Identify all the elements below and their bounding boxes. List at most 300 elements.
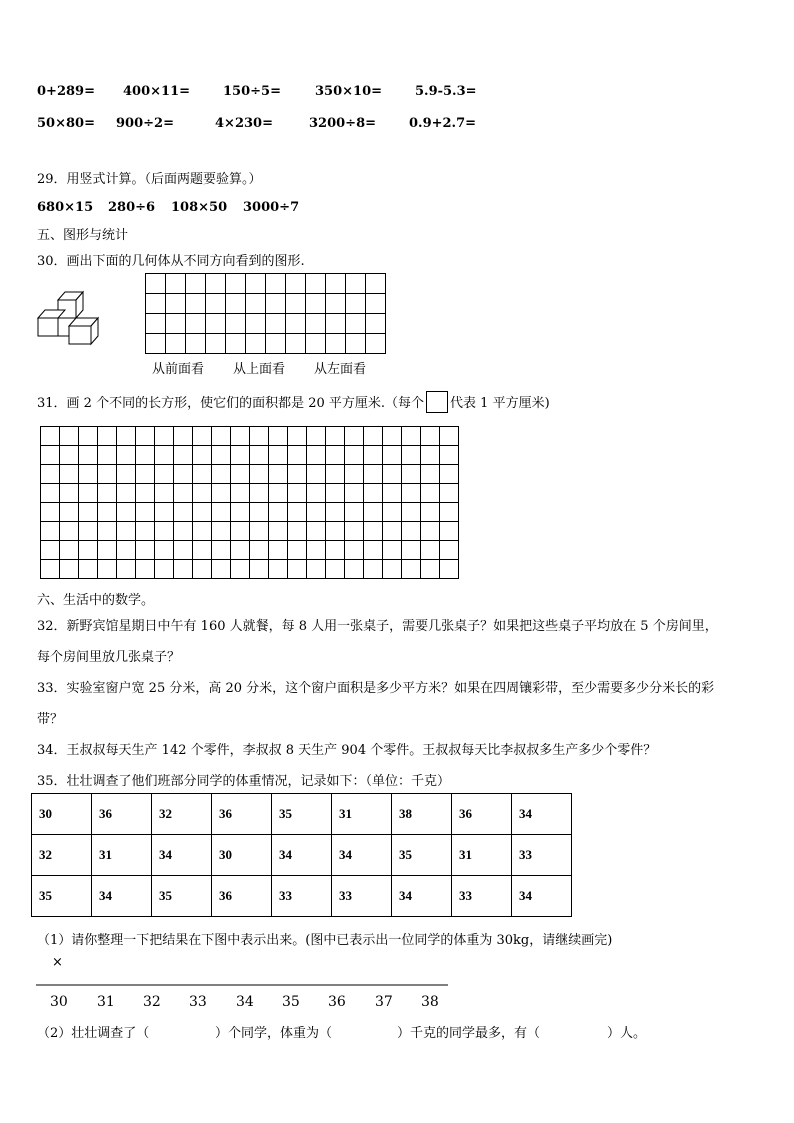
grid-cell[interactable] [346,274,366,294]
grid-cell[interactable] [364,446,383,465]
grid-cell[interactable] [146,274,166,294]
grid-cell[interactable] [136,484,155,503]
grid-cell[interactable] [266,314,286,334]
grid-cell[interactable] [206,334,226,354]
grid-cell[interactable] [345,427,364,446]
grid-cell[interactable] [288,465,307,484]
table-cell: 31 [92,835,152,876]
grid-cell[interactable] [250,465,269,484]
grid-cell[interactable] [421,503,440,522]
grid-cell[interactable] [402,427,421,446]
grid-cell[interactable] [186,294,206,314]
q29-item: 108×50 [171,200,228,215]
grid-cell[interactable] [383,560,402,579]
grid-cell[interactable] [193,503,212,522]
grid-cell[interactable] [193,484,212,503]
grid-cell[interactable] [402,560,421,579]
grid-cell[interactable] [226,274,246,294]
grid-cell[interactable] [60,522,79,541]
grid-cell[interactable] [60,484,79,503]
grid-cell[interactable] [288,446,307,465]
table-cell: 34 [92,876,152,917]
grid-cell[interactable] [288,503,307,522]
grid-row [41,446,459,465]
grid-cell[interactable] [117,560,136,579]
table-cell: 35 [152,876,212,917]
grid-cell[interactable] [79,427,98,446]
grid-cell[interactable] [41,560,60,579]
grid-cell[interactable] [364,503,383,522]
grid-cell[interactable] [231,446,250,465]
table-cell: 30 [32,794,92,835]
grid-cell[interactable] [174,541,193,560]
calc-item: 3200÷8= [309,116,377,131]
grid-cell[interactable] [402,484,421,503]
sub2-part-a: （2）壮壮调查了（ [37,1026,150,1041]
grid-cell[interactable] [383,427,402,446]
grid-cell[interactable] [60,465,79,484]
view-label-left: 从左面看 [314,362,367,377]
grid-cell[interactable] [250,560,269,579]
grid-cell[interactable] [193,541,212,560]
grid-cell[interactable] [155,541,174,560]
grid-cell[interactable] [306,274,326,294]
table-cell: 36 [92,794,152,835]
grid-cell[interactable] [146,334,166,354]
grid-cell[interactable] [326,334,346,354]
grid-cell[interactable] [266,274,286,294]
grid-cell[interactable] [193,465,212,484]
grid-cell[interactable] [307,427,326,446]
q35-sub-1: （1）请你整理一下把结果在下图中表示出来。(图中已表示出一位同学的体重为 30kg，请继续画完) [37,933,613,948]
grid-cell[interactable] [266,334,286,354]
grid-cell[interactable] [346,334,366,354]
q30-title: 30．画出下面的几何体从不同方向看到的图形. [37,254,305,269]
grid-cell[interactable] [79,503,98,522]
grid-cell[interactable] [269,541,288,560]
grid-cell[interactable] [193,446,212,465]
q30-drawing-grid[interactable] [145,273,386,354]
grid-cell[interactable] [79,446,98,465]
table-cell: 34 [272,835,332,876]
grid-cell[interactable] [326,560,345,579]
grid-cell[interactable] [98,484,117,503]
grid-cell[interactable] [346,294,366,314]
table-cell: 35 [32,876,92,917]
grid-row [41,465,459,484]
grid-cell[interactable] [440,541,459,560]
grid-cell[interactable] [174,522,193,541]
calc-item: 400×11= [123,84,191,99]
grid-row [41,484,459,503]
grid-cell[interactable] [212,465,231,484]
grid-cell[interactable] [246,294,266,314]
grid-cell[interactable] [250,522,269,541]
table-cell: 33 [512,835,572,876]
q33-line-1: 33．实验室窗户宽 25 分米，高 20 分米，这个窗户面积是多少平方米？如果在四周镶彩带，至少需要多少分米长的彩 [37,681,715,696]
grid-cell[interactable] [326,314,346,334]
grid-cell[interactable] [269,522,288,541]
grid-cell[interactable] [117,427,136,446]
grid-cell[interactable] [212,560,231,579]
grid-cell[interactable] [136,465,155,484]
calc-item: 350×10= [315,84,383,99]
grid-cell[interactable] [117,503,136,522]
calc-item: 5.9-5.3= [415,84,477,99]
grid-cell[interactable] [326,274,346,294]
grid-cell[interactable] [166,334,186,354]
grid-cell[interactable] [79,484,98,503]
grid-cell[interactable] [117,446,136,465]
grid-cell[interactable] [345,446,364,465]
grid-cell[interactable] [326,465,345,484]
grid-cell[interactable] [146,294,166,314]
q29-title: 29．用竖式计算。（后面两题要验算。） [37,172,262,187]
grid-cell[interactable] [136,541,155,560]
grid-cell[interactable] [288,484,307,503]
q35-title: 35．壮壮调查了他们班部分同学的体重情况，记录如下：（单位：千克） [37,774,451,789]
grid-cell[interactable] [136,446,155,465]
grid-cell[interactable] [98,427,117,446]
grid-cell[interactable] [186,274,206,294]
calc-item: 50×80= [37,116,95,131]
grid-cell[interactable] [306,334,326,354]
grid-cell[interactable] [440,427,459,446]
grid-cell[interactable] [286,274,306,294]
axis-tick-label: 35 [282,994,300,1010]
table-cell: 34 [392,876,452,917]
table-cell: 36 [212,876,272,917]
grid-cell[interactable] [440,503,459,522]
grid-cell[interactable] [288,522,307,541]
grid-cell[interactable] [383,541,402,560]
grid-cell[interactable] [421,541,440,560]
grid-cell[interactable] [383,446,402,465]
table-cell: 33 [272,876,332,917]
grid-cell[interactable] [155,560,174,579]
grid-cell[interactable] [98,560,117,579]
grid-row [146,274,386,294]
grid-cell[interactable] [212,541,231,560]
cross-mark: × [52,955,63,970]
grid-cell[interactable] [345,503,364,522]
grid-cell[interactable] [212,503,231,522]
grid-cell[interactable] [155,446,174,465]
grid-row [146,334,386,354]
grid-cell[interactable] [326,446,345,465]
grid-cell[interactable] [269,446,288,465]
grid-cell[interactable] [366,274,386,294]
grid-cell[interactable] [226,334,246,354]
grid-cell[interactable] [166,274,186,294]
grid-cell[interactable] [246,334,266,354]
view-label-top: 从上面看 [233,362,286,377]
grid-cell[interactable] [421,427,440,446]
grid-cell[interactable] [206,294,226,314]
grid-cell[interactable] [226,314,246,334]
grid-cell[interactable] [98,465,117,484]
table-cell: 36 [452,794,512,835]
grid-cell[interactable] [60,560,79,579]
grid-cell[interactable] [155,427,174,446]
grid-cell[interactable] [269,484,288,503]
grid-cell[interactable] [226,294,246,314]
grid-cell[interactable] [231,484,250,503]
grid-cell[interactable] [421,465,440,484]
grid-cell[interactable] [212,522,231,541]
grid-cell[interactable] [364,484,383,503]
q33-line-2: 带？ [37,712,64,727]
grid-cell[interactable] [231,427,250,446]
grid-row [146,294,386,314]
grid-cell[interactable] [383,484,402,503]
grid-cell[interactable] [79,560,98,579]
calc-item: 0.9+2.7= [409,116,477,131]
grid-cell[interactable] [155,484,174,503]
grid-row [146,314,386,334]
grid-cell[interactable] [231,541,250,560]
table-cell: 35 [392,835,452,876]
grid-cell[interactable] [212,446,231,465]
grid-cell[interactable] [231,522,250,541]
grid-cell[interactable] [383,503,402,522]
q29-item: 3000÷7 [243,200,300,215]
grid-cell[interactable] [250,446,269,465]
grid-cell[interactable] [421,522,440,541]
grid-cell[interactable] [231,503,250,522]
grid-cell[interactable] [286,294,306,314]
table-cell: 30 [212,835,272,876]
sub2-part-b: ）个同学，体重为（ [215,1026,333,1041]
table-cell: 36 [212,794,272,835]
grid-cell[interactable] [266,294,286,314]
grid-cell[interactable] [206,314,226,334]
table-row [32,835,572,876]
grid-cell[interactable] [364,522,383,541]
grid-cell[interactable] [41,446,60,465]
axis-tick-label: 31 [97,994,115,1010]
sub2-part-d: ）人。 [607,1026,647,1041]
q34-text: 34．王叔叔每天生产 142 个零件，李叔叔 8 天生产 904 个零件。王叔叔每天比李叔叔多生产多少个零件？ [37,743,657,758]
grid-cell[interactable] [193,427,212,446]
grid-cell[interactable] [364,560,383,579]
table-cell: 38 [392,794,452,835]
grid-cell[interactable] [174,560,193,579]
grid-cell[interactable] [212,427,231,446]
grid-cell[interactable] [307,484,326,503]
grid-cell[interactable] [307,446,326,465]
grid-cell[interactable] [307,541,326,560]
grid-cell[interactable] [421,560,440,579]
grid-cell[interactable] [250,503,269,522]
grid-cell[interactable] [307,522,326,541]
grid-cell[interactable] [79,541,98,560]
axis-tick-label: 30 [50,994,68,1010]
section-6-heading: 六、生活中的数学。 [37,593,155,608]
q31-drawing-grid[interactable] [40,426,459,579]
calc-item: 900÷2= [116,116,174,131]
grid-cell[interactable] [288,560,307,579]
grid-cell[interactable] [326,484,345,503]
grid-cell[interactable] [345,484,364,503]
axis-tick-label: 34 [236,994,254,1010]
grid-cell[interactable] [345,465,364,484]
grid-cell[interactable] [231,560,250,579]
grid-cell[interactable] [402,522,421,541]
grid-cell[interactable] [440,484,459,503]
grid-cell[interactable] [136,427,155,446]
grid-cell[interactable] [440,560,459,579]
grid-cell[interactable] [307,503,326,522]
grid-cell[interactable] [326,503,345,522]
table-cell: 32 [32,835,92,876]
axis-tick-label: 32 [143,994,161,1010]
grid-cell[interactable] [440,446,459,465]
grid-cell[interactable] [117,484,136,503]
grid-cell[interactable] [193,522,212,541]
grid-cell[interactable] [98,522,117,541]
grid-cell[interactable] [421,484,440,503]
grid-cell[interactable] [174,465,193,484]
grid-cell[interactable] [155,465,174,484]
grid-cell[interactable] [306,294,326,314]
section-5-heading: 五、图形与统计 [37,228,129,243]
grid-cell[interactable] [326,427,345,446]
grid-cell[interactable] [326,541,345,560]
grid-cell[interactable] [41,522,60,541]
grid-cell[interactable] [440,522,459,541]
grid-cell[interactable] [402,503,421,522]
grid-cell[interactable] [98,541,117,560]
grid-cell[interactable] [246,274,266,294]
number-line-axis [36,982,450,992]
grid-cell[interactable] [345,560,364,579]
grid-cell[interactable] [364,427,383,446]
grid-cell[interactable] [288,427,307,446]
grid-cell[interactable] [366,294,386,314]
grid-cell[interactable] [383,522,402,541]
grid-cell[interactable] [186,334,206,354]
grid-cell[interactable] [98,446,117,465]
grid-cell[interactable] [117,522,136,541]
unit-square-icon [426,391,448,413]
axis-tick-label: 37 [375,994,393,1010]
q31-title [37,391,550,413]
grid-cell[interactable] [155,503,174,522]
axis-tick-label: 38 [421,994,439,1010]
grid-cell[interactable] [174,427,193,446]
grid-cell[interactable] [41,465,60,484]
grid-cell[interactable] [98,503,117,522]
grid-cell[interactable] [364,541,383,560]
grid-cell[interactable] [402,446,421,465]
grid-cell[interactable] [146,314,166,334]
grid-cell[interactable] [402,465,421,484]
grid-cell[interactable] [307,560,326,579]
grid-cell[interactable] [136,522,155,541]
grid-cell[interactable] [41,541,60,560]
grid-cell[interactable] [246,314,266,334]
q31-title-before: 31．画 2 个不同的长方形，使它们的面积都是 20 平方厘米.（每个 [37,396,425,411]
grid-cell[interactable] [345,541,364,560]
grid-cell[interactable] [421,446,440,465]
grid-cell[interactable] [117,541,136,560]
grid-cell[interactable] [174,484,193,503]
grid-cell[interactable] [166,294,186,314]
grid-cell[interactable] [307,465,326,484]
grid-cell[interactable] [269,560,288,579]
table-cell: 34 [512,794,572,835]
grid-cell[interactable] [41,503,60,522]
grid-cell[interactable] [288,541,307,560]
grid-cell[interactable] [402,541,421,560]
grid-row [41,522,459,541]
grid-cell[interactable] [346,314,366,334]
grid-cell[interactable] [286,334,306,354]
calc-item: 150÷5= [223,84,281,99]
table-cell: 34 [332,835,392,876]
grid-cell[interactable] [345,522,364,541]
table-row [32,876,572,917]
grid-cell[interactable] [155,522,174,541]
grid-cell[interactable] [440,465,459,484]
grid-cell[interactable] [326,294,346,314]
grid-cell[interactable] [383,465,402,484]
table-cell: 34 [512,876,572,917]
grid-cell[interactable] [117,465,136,484]
grid-cell[interactable] [306,314,326,334]
grid-cell[interactable] [269,465,288,484]
grid-cell[interactable] [60,541,79,560]
grid-cell[interactable] [364,465,383,484]
grid-cell[interactable] [269,503,288,522]
grid-cell[interactable] [79,465,98,484]
grid-cell[interactable] [250,541,269,560]
grid-cell[interactable] [166,314,186,334]
grid-cell[interactable] [136,560,155,579]
table-cell: 35 [272,794,332,835]
q29-item: 280÷6 [108,200,156,215]
grid-cell[interactable] [174,503,193,522]
grid-cell[interactable] [60,503,79,522]
grid-cell[interactable] [326,522,345,541]
q31-title-after: 代表 1 平方厘米) [450,396,550,411]
grid-cell[interactable] [174,446,193,465]
table-cell: 34 [152,835,212,876]
grid-cell[interactable] [60,427,79,446]
grid-cell[interactable] [193,560,212,579]
grid-cell[interactable] [250,484,269,503]
grid-cell[interactable] [41,484,60,503]
grid-cell[interactable] [366,314,386,334]
grid-cell[interactable] [206,274,226,294]
grid-cell[interactable] [269,427,288,446]
grid-cell[interactable] [231,465,250,484]
grid-cell[interactable] [212,484,231,503]
q29-item: 680×15 [37,200,94,215]
grid-cell[interactable] [366,334,386,354]
grid-cell[interactable] [60,446,79,465]
grid-cell[interactable] [41,427,60,446]
grid-cell[interactable] [286,314,306,334]
calc-item: 0+289= [37,84,95,99]
grid-cell[interactable] [186,314,206,334]
grid-cell[interactable] [250,427,269,446]
grid-cell[interactable] [136,503,155,522]
grid-cell[interactable] [79,522,98,541]
axis-tick-label: 36 [328,994,346,1010]
calc-item: 4×230= [215,116,273,131]
